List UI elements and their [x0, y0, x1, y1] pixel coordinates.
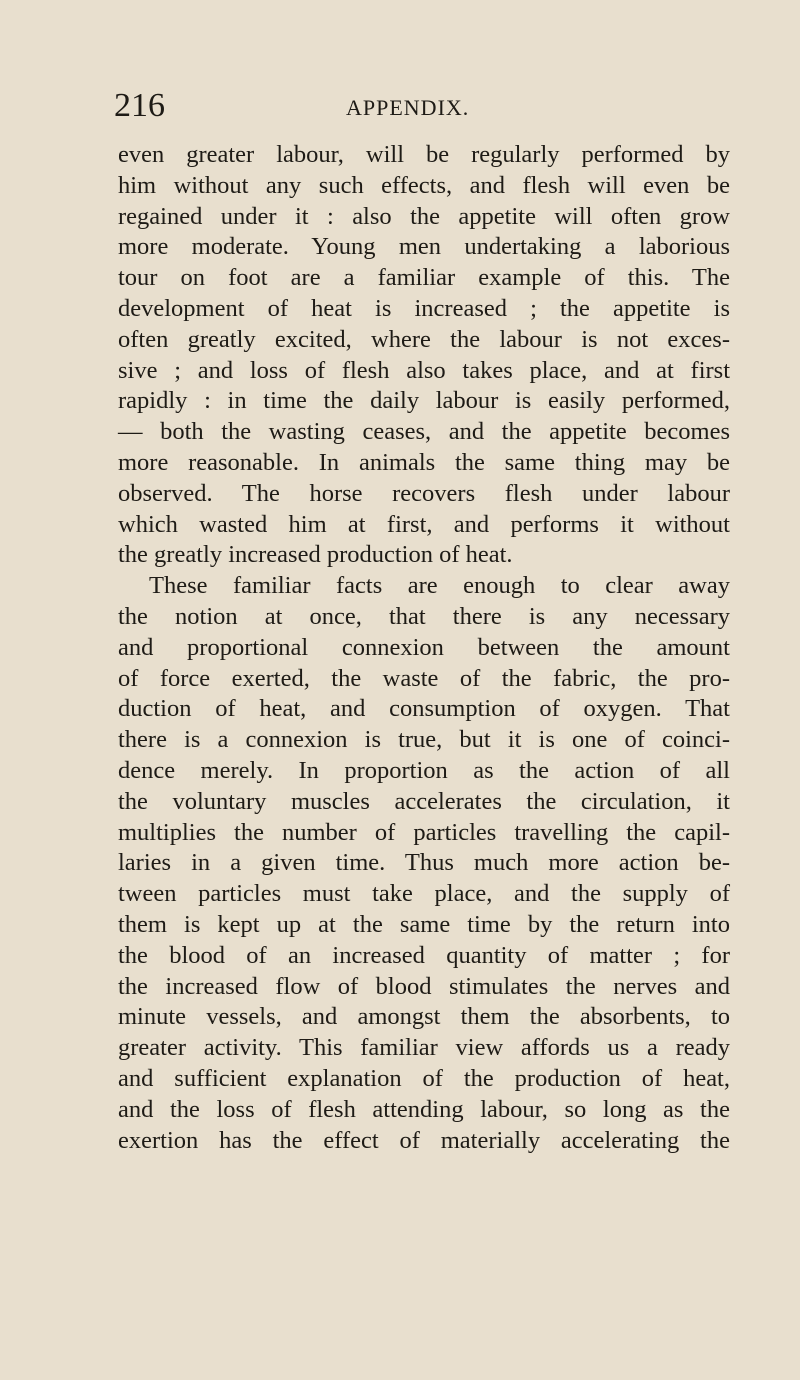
text-line: development of heat is increased ; the appetite is: [118, 294, 730, 322]
text-line: laries in a given time. Thus much more action be-: [118, 849, 730, 877]
text-line: — both the wasting ceases, and the appetite becomes: [118, 418, 730, 446]
text-line: tween particles must take place, and the supply of: [118, 880, 730, 908]
text-line: observed. The horse recovers flesh under labour: [118, 479, 730, 507]
text-line: them is kept up at the same time by the return into: [118, 910, 730, 938]
text-line: the increased flow of blood stimulates the nerves and: [118, 972, 730, 1000]
text-line: there is a connexion is true, but it is one of coinci-: [118, 726, 730, 754]
text-line: the voluntary muscles accelerates the circulation, it: [118, 787, 730, 815]
text-line: minute vessels, and amongst them the absorbents, to: [118, 1003, 730, 1031]
text-line: the notion at once, that there is any necessary: [118, 602, 730, 630]
page-number: 216: [114, 87, 165, 124]
text-line: exertion has the effect of materially accelerating the: [118, 1126, 730, 1154]
text-line: of force exerted, the waste of the fabric, the pro-: [118, 664, 730, 692]
text-line: and sufficient explanation of the production of heat,: [118, 1064, 730, 1092]
text-line: and proportional connexion between the amount: [118, 633, 730, 661]
text-line: tour on foot are a familiar example of this. The: [118, 264, 730, 292]
text-line: more moderate. Young men undertaking a laborious: [118, 233, 730, 261]
text-line: which wasted him at first, and performs it without: [118, 510, 730, 538]
text-line: often greatly excited, where the labour is not exces-: [118, 325, 730, 353]
paragraph-end-line: the greatly increased production of heat.: [118, 541, 513, 569]
text-line: regained under it : also the appetite will often grow: [118, 202, 730, 230]
page-header: [114, 86, 714, 126]
text-line: more reasonable. In animals the same thing may be: [118, 448, 730, 476]
running-head: APPENDIX.: [346, 95, 470, 120]
text-line: greater activity. This familiar view affords us a ready: [118, 1034, 730, 1062]
text-line: the blood of an increased quantity of matter ; for: [118, 941, 730, 969]
text-line: him without any such effects, and flesh will even be: [118, 171, 730, 199]
text-line: duction of heat, and consumption of oxygen. That: [118, 695, 730, 723]
body-text: [118, 140, 730, 1156]
text-line: rapidly : in time the daily labour is easily performed,: [118, 387, 730, 415]
paragraph-first-line: These familiar facts are enough to clear away: [149, 572, 730, 600]
text-line: multiplies the number of particles travelling the capil-: [118, 818, 730, 846]
text-line: and the loss of flesh attending labour, so long as the: [118, 1095, 730, 1123]
text-line: sive ; and loss of flesh also takes place, and at first: [118, 356, 730, 384]
text-line: dence merely. In proportion as the action of all: [118, 756, 730, 784]
text-line: even greater labour, will be regularly performed by: [118, 141, 730, 168]
